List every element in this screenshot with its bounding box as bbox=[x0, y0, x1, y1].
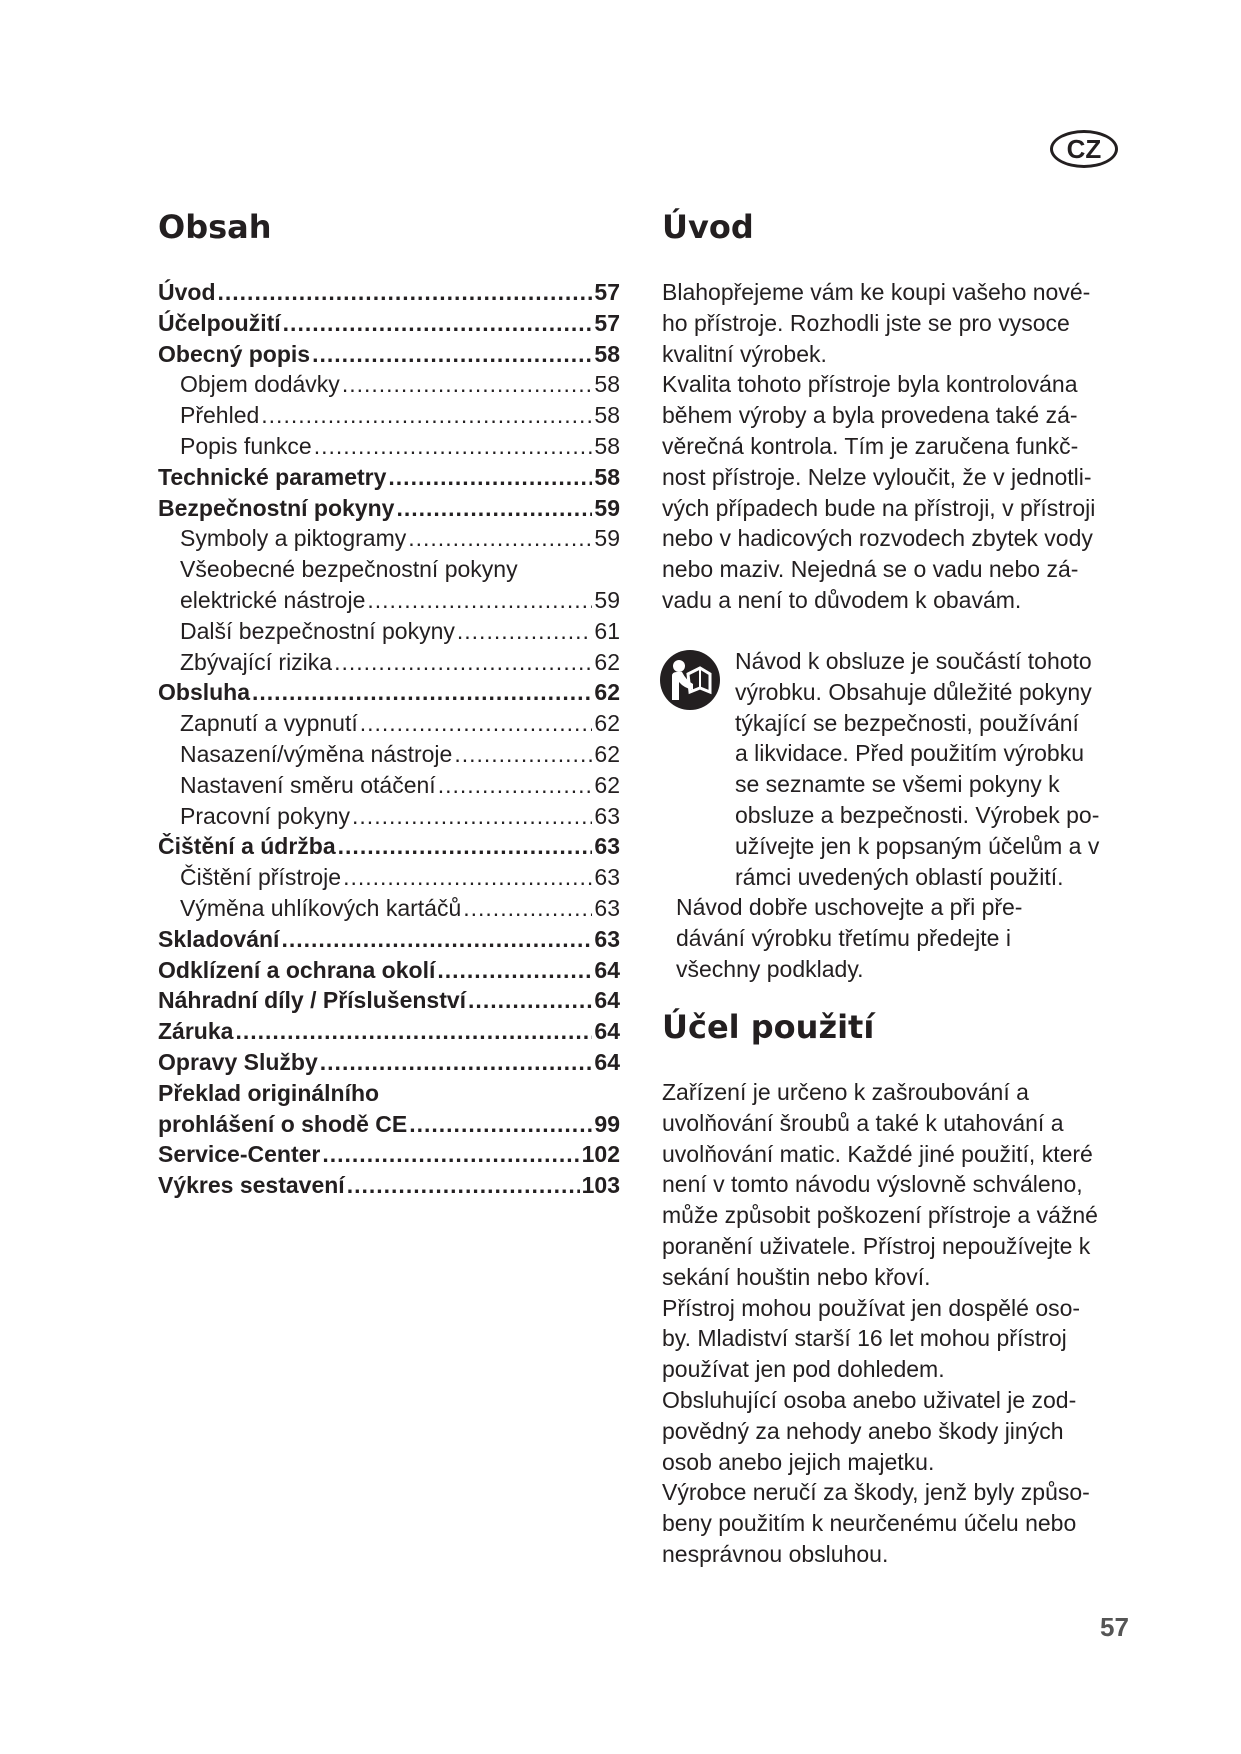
toc-entry-page: 99 bbox=[594, 1110, 620, 1137]
text-line: uvolňování šroubů a také k utahování a bbox=[662, 1109, 1064, 1136]
dot-leader bbox=[322, 1139, 579, 1170]
toc-entry-page: 63 bbox=[594, 894, 620, 921]
toc-entry-page: 59 bbox=[594, 586, 620, 613]
toc-entry[interactable] bbox=[158, 770, 620, 801]
purpose-title: Účel použití bbox=[662, 1008, 875, 1046]
toc-entry-label: Zbývající rizika bbox=[180, 648, 333, 675]
toc-entry-label: Technické parametry bbox=[158, 463, 387, 490]
text-line: Blahopřejeme vám ke koupi vašeho nové- bbox=[662, 279, 1091, 305]
toc-entry[interactable] bbox=[158, 554, 620, 585]
text-line: Výrobce neručí za škody, jenž byly způso- bbox=[662, 1479, 1090, 1506]
text-line: není v tomto návodu výslovně schváleno, bbox=[662, 1171, 1083, 1198]
text-line: sekání houštin nebo křoví. bbox=[662, 1263, 931, 1290]
toc-entry-label: Popis funkce bbox=[180, 432, 312, 459]
toc-entry-page: 62 bbox=[594, 679, 620, 706]
toc-entry-label: Úvod bbox=[158, 279, 216, 305]
toc-entry-label: Všeobecné bezpečnostní pokyny bbox=[180, 556, 518, 583]
toc-entry-page: 59 bbox=[594, 494, 620, 521]
toc-entry-label: Nasazení/výměna nástroje bbox=[180, 740, 453, 767]
dot-leader bbox=[468, 985, 592, 1016]
text-line: během výroby a byla provedena také zá- bbox=[662, 402, 1078, 429]
dot-leader bbox=[388, 462, 592, 493]
text-line: nesprávnou obsluhou. bbox=[662, 1540, 889, 1567]
text-line: Zařízení je určeno k zašroubování a bbox=[662, 1079, 1029, 1105]
purpose-text bbox=[662, 1077, 1098, 1570]
toc-entry[interactable] bbox=[158, 1016, 620, 1047]
text-line: osob anebo jejich majetku. bbox=[662, 1448, 935, 1475]
toc-entry[interactable] bbox=[158, 277, 620, 308]
toc-entry-label: Výměna uhlíkových kartáčů bbox=[180, 894, 462, 921]
text-line: povědný za nehody anebo škody jiných bbox=[662, 1417, 1064, 1444]
toc-entry-page: 62 bbox=[594, 771, 620, 798]
toc-entry-page: 63 bbox=[594, 802, 620, 829]
toc-entry-page: 102 bbox=[581, 1141, 620, 1168]
toc-title: Obsah bbox=[158, 208, 272, 246]
toc-entry[interactable] bbox=[158, 339, 620, 370]
toc-entry-label: Účelpoužití bbox=[158, 309, 281, 336]
toc-entry-page: 59 bbox=[594, 525, 620, 552]
text-line: nebo maziv. Nejedná se o vadu nebo zá- bbox=[662, 556, 1079, 583]
dot-leader bbox=[360, 708, 593, 739]
text-line: Obsluhující osoba anebo uživatel je zod- bbox=[662, 1386, 1077, 1413]
toc-entry-page: 64 bbox=[594, 1048, 620, 1075]
toc-entry[interactable] bbox=[158, 893, 620, 924]
toc-entry[interactable] bbox=[158, 1047, 620, 1078]
toc-entry-page: 103 bbox=[581, 1172, 620, 1199]
toc-entry-label: Opravy Služby bbox=[158, 1048, 318, 1075]
dot-leader bbox=[347, 1170, 580, 1201]
dot-leader bbox=[261, 400, 592, 431]
dot-leader bbox=[342, 369, 593, 400]
toc-entry[interactable] bbox=[158, 924, 620, 955]
text-line: užívejte jen k popsaným účelům a v bbox=[735, 832, 1100, 859]
text-line: ho přístroje. Rozhodli jste se pro vysoce bbox=[662, 309, 1070, 336]
text-line: rámci uvedených oblastí použití. bbox=[735, 863, 1064, 890]
toc-entry[interactable] bbox=[158, 955, 620, 986]
table-of-contents bbox=[158, 277, 620, 1201]
toc-entry-page: 63 bbox=[594, 833, 620, 860]
text-line: nebo v hadicových rozvodech zbytek vody bbox=[662, 525, 1093, 552]
intro-text bbox=[662, 277, 1095, 616]
text-line: nost přístroje. Nelze vyloučit, že v jednotli- bbox=[662, 463, 1092, 490]
text-line: kvalitní výrobek. bbox=[662, 340, 827, 367]
toc-entry-label: Přehled bbox=[180, 402, 260, 429]
dot-leader bbox=[320, 1047, 593, 1078]
text-line: týkající se bezpečnosti, používání bbox=[735, 709, 1079, 736]
toc-entry[interactable] bbox=[158, 400, 620, 431]
toc-entry[interactable] bbox=[158, 739, 620, 770]
toc-entry-page: 63 bbox=[594, 925, 620, 952]
toc-entry-page: 58 bbox=[594, 371, 620, 398]
toc-entry-page: 64 bbox=[594, 1018, 620, 1045]
text-line: všechny podklady. bbox=[676, 955, 864, 982]
toc-entry[interactable] bbox=[158, 1109, 620, 1140]
toc-entry-label: elektrické nástroje bbox=[180, 586, 366, 613]
text-line: poranění uživatele. Přístroj nepoužívejte k bbox=[662, 1232, 1091, 1259]
toc-entry[interactable] bbox=[158, 708, 620, 739]
toc-entry[interactable] bbox=[158, 308, 620, 339]
toc-entry-label: Obsluha bbox=[158, 679, 251, 706]
toc-entry-label: Čištění a údržba bbox=[158, 833, 336, 860]
toc-entry-label: Obecný popis bbox=[158, 340, 311, 367]
text-line: by. Mladiství starší 16 let mohou přístroj bbox=[662, 1325, 1067, 1352]
dot-leader bbox=[463, 893, 592, 924]
dot-leader bbox=[283, 308, 593, 339]
toc-entry[interactable] bbox=[158, 616, 620, 647]
toc-entry-label: Objem dodávky bbox=[180, 371, 340, 398]
toc-entry-page: 63 bbox=[594, 864, 620, 891]
dot-leader bbox=[338, 831, 593, 862]
toc-entry-label: Zapnutí a vypnutí bbox=[180, 710, 358, 737]
text-line: beny použitím k neurčenému účelu nebo bbox=[662, 1510, 1077, 1537]
text-line: Návod k obsluze je součástí tohoto bbox=[735, 648, 1092, 674]
toc-entry[interactable] bbox=[158, 862, 620, 893]
toc-entry-label: Symboly a piktogramy bbox=[180, 525, 407, 552]
dot-leader bbox=[367, 585, 592, 616]
manual-notice bbox=[735, 646, 1099, 892]
dot-leader bbox=[454, 739, 592, 770]
text-line: dávání výrobku třetímu předejte i bbox=[676, 924, 1011, 951]
toc-entry[interactable] bbox=[158, 985, 620, 1016]
text-line: se seznamte se všemi pokyny k bbox=[735, 771, 1060, 798]
toc-entry-page: 57 bbox=[594, 279, 620, 305]
intro-title: Úvod bbox=[662, 208, 754, 246]
toc-entry-label: Bezpečnostní pokyny bbox=[158, 494, 395, 521]
toc-entry[interactable] bbox=[158, 431, 620, 462]
text-line: vých případech bude na přístroji, v přístroji bbox=[662, 494, 1096, 521]
toc-entry-label: Odklízení a ochrana okolí bbox=[158, 956, 436, 983]
page-number: 57 bbox=[1100, 1612, 1129, 1642]
text-line: vadu a není to důvodem k obavám. bbox=[662, 586, 1022, 613]
toc-entry-label: Výkres sestavení bbox=[158, 1172, 345, 1199]
toc-entry[interactable] bbox=[158, 523, 620, 554]
dot-leader bbox=[437, 955, 592, 986]
text-line: používat jen pod dohledem. bbox=[662, 1356, 945, 1383]
toc-entry-label: Překlad originálního bbox=[158, 1079, 380, 1106]
read-manual-icon bbox=[660, 650, 720, 710]
toc-entry-page: 58 bbox=[594, 340, 620, 367]
toc-entry[interactable] bbox=[158, 1139, 620, 1170]
text-line: věrečná kontrola. Tím je zaručena funkč- bbox=[662, 432, 1079, 459]
toc-entry[interactable] bbox=[158, 462, 620, 493]
dot-leader bbox=[218, 277, 593, 308]
dot-leader bbox=[235, 1016, 592, 1047]
toc-entry-page: 64 bbox=[594, 987, 620, 1014]
toc-entry[interactable] bbox=[158, 831, 620, 862]
keep-manual-notice bbox=[676, 892, 1022, 984]
dot-leader bbox=[334, 647, 592, 678]
dot-leader bbox=[352, 801, 592, 832]
toc-entry-page: 62 bbox=[594, 740, 620, 767]
toc-entry-page: 62 bbox=[594, 710, 620, 737]
toc-entry[interactable] bbox=[158, 369, 620, 400]
toc-entry[interactable] bbox=[158, 801, 620, 832]
text-line: obsluze a bezpečnosti. Výrobek po- bbox=[735, 801, 1100, 828]
toc-entry[interactable] bbox=[158, 677, 620, 708]
text-line: Přístroj mohou používat jen dospělé oso- bbox=[662, 1294, 1081, 1321]
toc-entry-label: Čištění přístroje bbox=[180, 864, 342, 891]
dot-leader bbox=[314, 431, 593, 462]
toc-entry-label: Service-Center bbox=[158, 1141, 321, 1168]
dot-leader bbox=[409, 1109, 592, 1140]
dot-leader bbox=[312, 339, 592, 370]
text-line: může způsobit poškození přístroje a vážné bbox=[662, 1202, 1098, 1229]
dot-leader bbox=[252, 677, 592, 708]
toc-entry[interactable] bbox=[158, 493, 620, 524]
text-line: výrobku. Obsahuje důležité pokyny bbox=[735, 678, 1092, 705]
toc-entry[interactable] bbox=[158, 585, 620, 616]
dot-leader bbox=[396, 493, 592, 524]
toc-entry-label: Náhradní díly / Příslušenství bbox=[158, 987, 467, 1014]
dot-leader bbox=[281, 924, 592, 955]
toc-entry-page: 58 bbox=[594, 402, 620, 429]
text-line: Návod dobře uschovejte a při pře- bbox=[676, 894, 1023, 920]
country-badge: CZ bbox=[1050, 130, 1118, 168]
toc-entry-page: 57 bbox=[594, 309, 620, 336]
dot-leader bbox=[408, 523, 592, 554]
toc-entry-page: 61 bbox=[594, 617, 620, 644]
text-line: a likvidace. Před použitím výrobku bbox=[735, 740, 1084, 767]
toc-entry-label: prohlášení o shodě CE bbox=[158, 1110, 408, 1137]
toc-entry-label: Skladování bbox=[158, 925, 280, 952]
toc-entry-label: Pracovní pokyny bbox=[180, 802, 351, 829]
dot-leader bbox=[343, 862, 592, 893]
dot-leader bbox=[438, 770, 593, 801]
text-line: uvolňování matic. Každé jiné použití, které bbox=[662, 1140, 1093, 1167]
toc-entry-page: 58 bbox=[594, 432, 620, 459]
toc-entry[interactable] bbox=[158, 647, 620, 678]
toc-entry-page: 58 bbox=[594, 463, 620, 490]
toc-entry[interactable] bbox=[158, 1078, 620, 1109]
toc-entry-page: 64 bbox=[594, 956, 620, 983]
toc-entry-label: Nastavení směru otáčení bbox=[180, 771, 436, 798]
text-line: Kvalita tohoto přístroje byla kontrolována bbox=[662, 371, 1078, 398]
toc-entry-page: 62 bbox=[594, 648, 620, 675]
toc-entry-label: Další bezpečnostní pokyny bbox=[180, 617, 455, 644]
dot-leader bbox=[457, 616, 593, 647]
toc-entry[interactable] bbox=[158, 1170, 620, 1201]
toc-entry-label: Záruka bbox=[158, 1018, 234, 1045]
